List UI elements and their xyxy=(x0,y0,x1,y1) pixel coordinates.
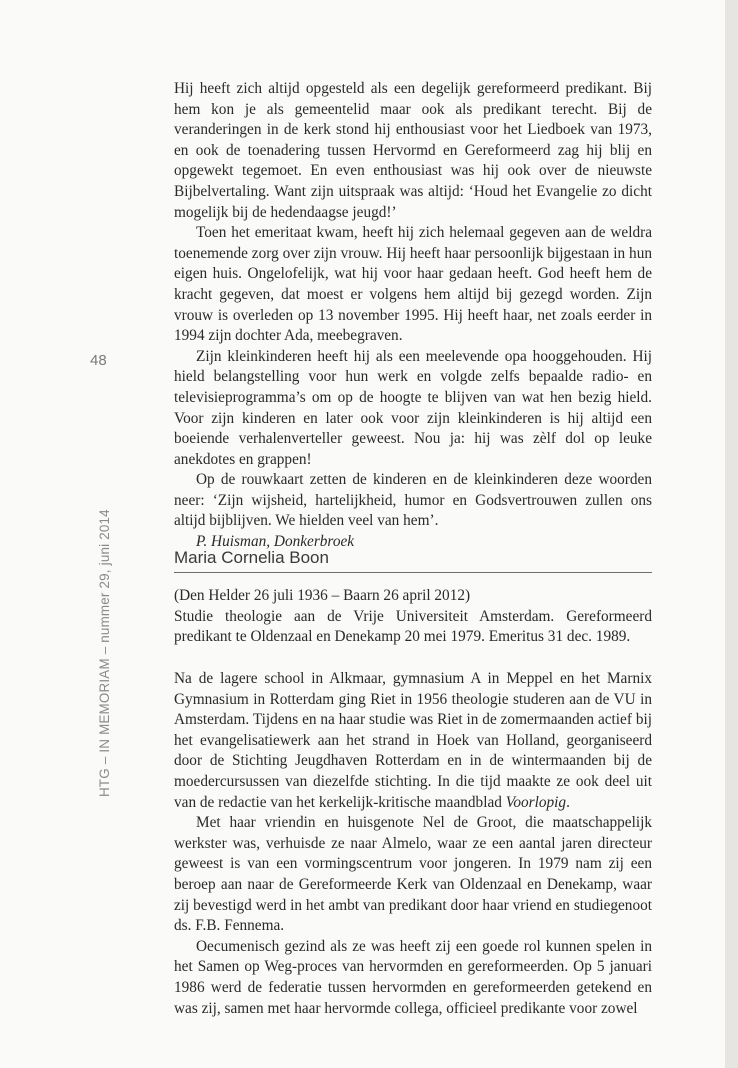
paragraph: Zijn kleinkinderen heeft hij als een meelevende opa hooggehouden. Hij hield belangstelling voor hun werk en volgde zelfs bepaalde radio- en televisieprogramma’s om op de hoogte te blijven van wat hen bezig hield. Voor zijn kinderen en later ook voor zijn kleinkinderen is hij altijd een boeiende verhalenverteller geweest. Nou ja: hij was zèlf dol op leuke anekdotes en grappen! xyxy=(174,347,652,468)
paragraph: Op de rouwkaart zetten de kinderen en de kleinkinderen deze woorden neer: ‘Zijn wijsheid, hartelijkheid, humor en Godsvertrouwen zullen ons altijd bijblijven. We hielden veel van hem’. xyxy=(174,471,652,530)
paragraph-text: Na de lagere school in Alkmaar, gymnasium A in Meppel en het Marnix Gymnasium in Rotterdam ging Riet in 1956 theologie studeren aan de VU in Amsterdam. Tijdens en na haar studie was Riet in de zomermaanden actief bij het evangelisatiewerk aan het strand in Hoek van Holland, georganiseerd door de Stichting Jeugdhaven Rotterdam en in de wintermaanden bij de moedercursussen van diezelfde stichting. In die tijd maakte ze ook deel uit van de redactie van het kerkelijk-kritische maandblad xyxy=(174,670,652,811)
bio-dates: (Den Helder 26 juli 1936 – Baarn 26 april 2012) xyxy=(174,587,471,604)
page-edge xyxy=(725,0,738,1068)
bio-block xyxy=(174,586,652,648)
paragraph-end: . xyxy=(566,793,570,811)
signature: P. Huisman, Donkerbroek xyxy=(196,533,355,551)
section-heading: Maria Cornelia Boon xyxy=(174,548,329,567)
paragraph: Hij heeft zich altijd opgesteld als een degelijk gereformeerd predikant. Bij hem kon je als gemeentelid maar ook als predikant terecht. Bij de veranderingen in de kerk stond hij enthousiast voor het Liedboek van 1973, en ook de toenadering tussen Hervormd en Gereformeerd zag hij blij en opgewekt tegemoet. En even enthousiast was hij ook over de nieuwste Bijbelvertaling. Want zijn uitspraak was altijd: ‘Houd het Evangelie zo dicht mogelijk bij de hedendaagse jeugd!’ xyxy=(174,80,652,221)
memorial-text-2 xyxy=(174,669,652,1019)
running-head: HTG – IN MEMORIAM – nummer 29, juni 2014 xyxy=(97,509,112,797)
magazine-title: Voorlopig xyxy=(505,793,567,811)
paragraph: Toen het emeritaat kwam, heeft hij zich helemaal gegeven aan de weldra toenemende zorg over zijn vrouw. Hij heeft haar persoonlijk bijgestaan in hun eigen huis. Ongelofelijk, wat hij voor haar gedaan heeft. God heeft hem de kracht gegeven, dat moest er volgens hem altijd bij gezegd worden. Zijn vrouw is overleden op 13 november 1995. Hij heeft haar, net zoals eerder in 1994 zijn dochter Ada, meebegraven. xyxy=(174,224,652,345)
paragraph: Met haar vriendin en huisgenote Nel de Groot, die maatschappelijk werkster was, verhuisde ze naar Almelo, waar ze een aantal jaren directeur geweest is van een vormingscentrum voor jongeren. In 1979 nam zij een beroep aan naar de Gereformeerde Kerk van Oldenzaal en Denekamp, waar zij bevestigd werd in het ambt van predikant door haar vriend en studiegenoot ds. F.B. Fennema. xyxy=(174,814,652,935)
bio-detail: Studie theologie aan de Vrije Universiteit Amsterdam. Gereformeerd predikant te Oldenzaal en Denekamp 20 mei 1979. Emeritus 31 dec. 1989. xyxy=(174,607,652,646)
page-number: 48 xyxy=(90,352,107,369)
paragraph xyxy=(174,669,652,813)
paragraph: Oecumenisch gezind als ze was heeft zij een goede rol kunnen spelen in het Samen op Weg-proces van hervormden en gereformeerden. Op 5 januari 1986 werd de federatie tussen hervormden en gereformeerden getekend en was zij, samen met haar hervormde collega, officieel predikante voor zowel xyxy=(174,937,652,1017)
memorial-text-1 xyxy=(174,79,652,553)
heading-underline xyxy=(174,572,652,573)
